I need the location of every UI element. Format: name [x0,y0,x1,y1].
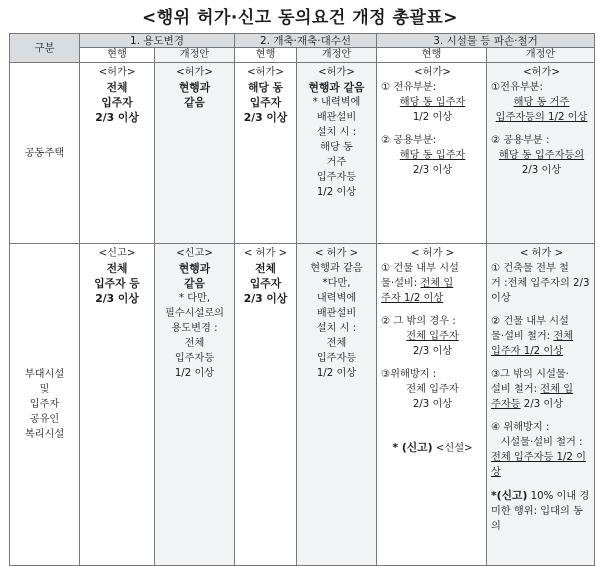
page-title: <행위 허가·신고 동의요건 개정 총괄표> [142,8,458,28]
row-label-apartment: 공동주택 [10,63,80,244]
cell-fac-renovation-current: < 허가 > 전체 입주자 2/3 이상 [235,244,297,566]
cell-fac-renovation-proposed: < 허가 > 현행과 같음 *다만, 내력벽에 배관설비 설치 시 : 전체 입주자등 1/2 이상 [297,244,377,566]
cell-apt-usechange-current: <허가> 전체 입주자 2/3 이상 [80,63,155,244]
cell-apt-demolition-proposed: <허가> ①전유부분: 해당 동 거주 입주자등의 1/2 이상 ② 공용부분 : 해당 동 입주자등의 2/3 이상 [487,63,595,244]
row-apartment [10,63,595,244]
cell-apt-usechange-proposed: <허가> 현행과 같음 [155,63,235,244]
header-proposed: 개정안 [487,48,595,63]
header-row-sub [10,48,595,63]
header-use-change: 1. 용도변경 [80,34,235,48]
cell-fac-demolition-proposed: < 허가 > ① 건축물 전부 철 거 :전체 입주자의 2/3 이상 ② 건물 내부 시설 물·설비 철거: 전체 입주자 1/2 이상 ③그 밖의 시설물· 설비 철거: 전체 입 주자등 2/3 이상 ④ 위해방지 : 시설물·설비 철거 : 전체 입주자등 1/2 이 상 *(신고) 10% 이내 경 미한 행위: 입대의 동의 [487,244,595,566]
header-category: 구분 [10,34,80,63]
header-current: 현행 [377,48,487,63]
row-facilities [10,244,595,566]
header-proposed: 개정안 [297,48,377,63]
cell-fac-usechange-current: <신고> 전체 입주자 등 2/3 이상 [80,244,155,566]
row-label-facilities: 부대시설 및 입주자 공유인 복리시설 [10,244,80,566]
header-current: 현행 [80,48,155,63]
header-row-main [10,34,595,48]
cell-apt-demolition-current: <허가> ① 전유부분: 해당 동 입주자 1/2 이상 ② 공용부분: 해당 동 입주자 2/3 이상 [377,63,487,244]
cell-apt-renovation-proposed: <허가> 현행과 같음 * 내력벽에 배관설비 설치 시 : 해당 동 거주 입주자등 1/2 이상 [297,63,377,244]
header-renovation: 2. 개축·재축·대수선 [235,34,377,48]
cell-fac-usechange-proposed: <신고> 현행과 같음 * 다만, 필수시설로의 용도변경 : 전체 입주자등 1/2 이상 [155,244,235,566]
header-current: 현행 [235,48,297,63]
cell-fac-demolition-current: < 허가 > ① 건물 내부 시설 물·설비: 전체 입 주자 1/2 이상 ② 그 밖의 경우 : 전체 입주자 2/3 이상 ③위해방지 : 전체 입주자 2/3 이상 * (신고) <신설> [377,244,487,566]
header-proposed: 개정안 [155,48,235,63]
cell-apt-renovation-current: <허가> 해당 동 입주자 2/3 이상 [235,63,297,244]
header-demolition: 3. 시설물 등 파손·철거 [377,34,595,48]
permit-summary-table [9,33,595,566]
